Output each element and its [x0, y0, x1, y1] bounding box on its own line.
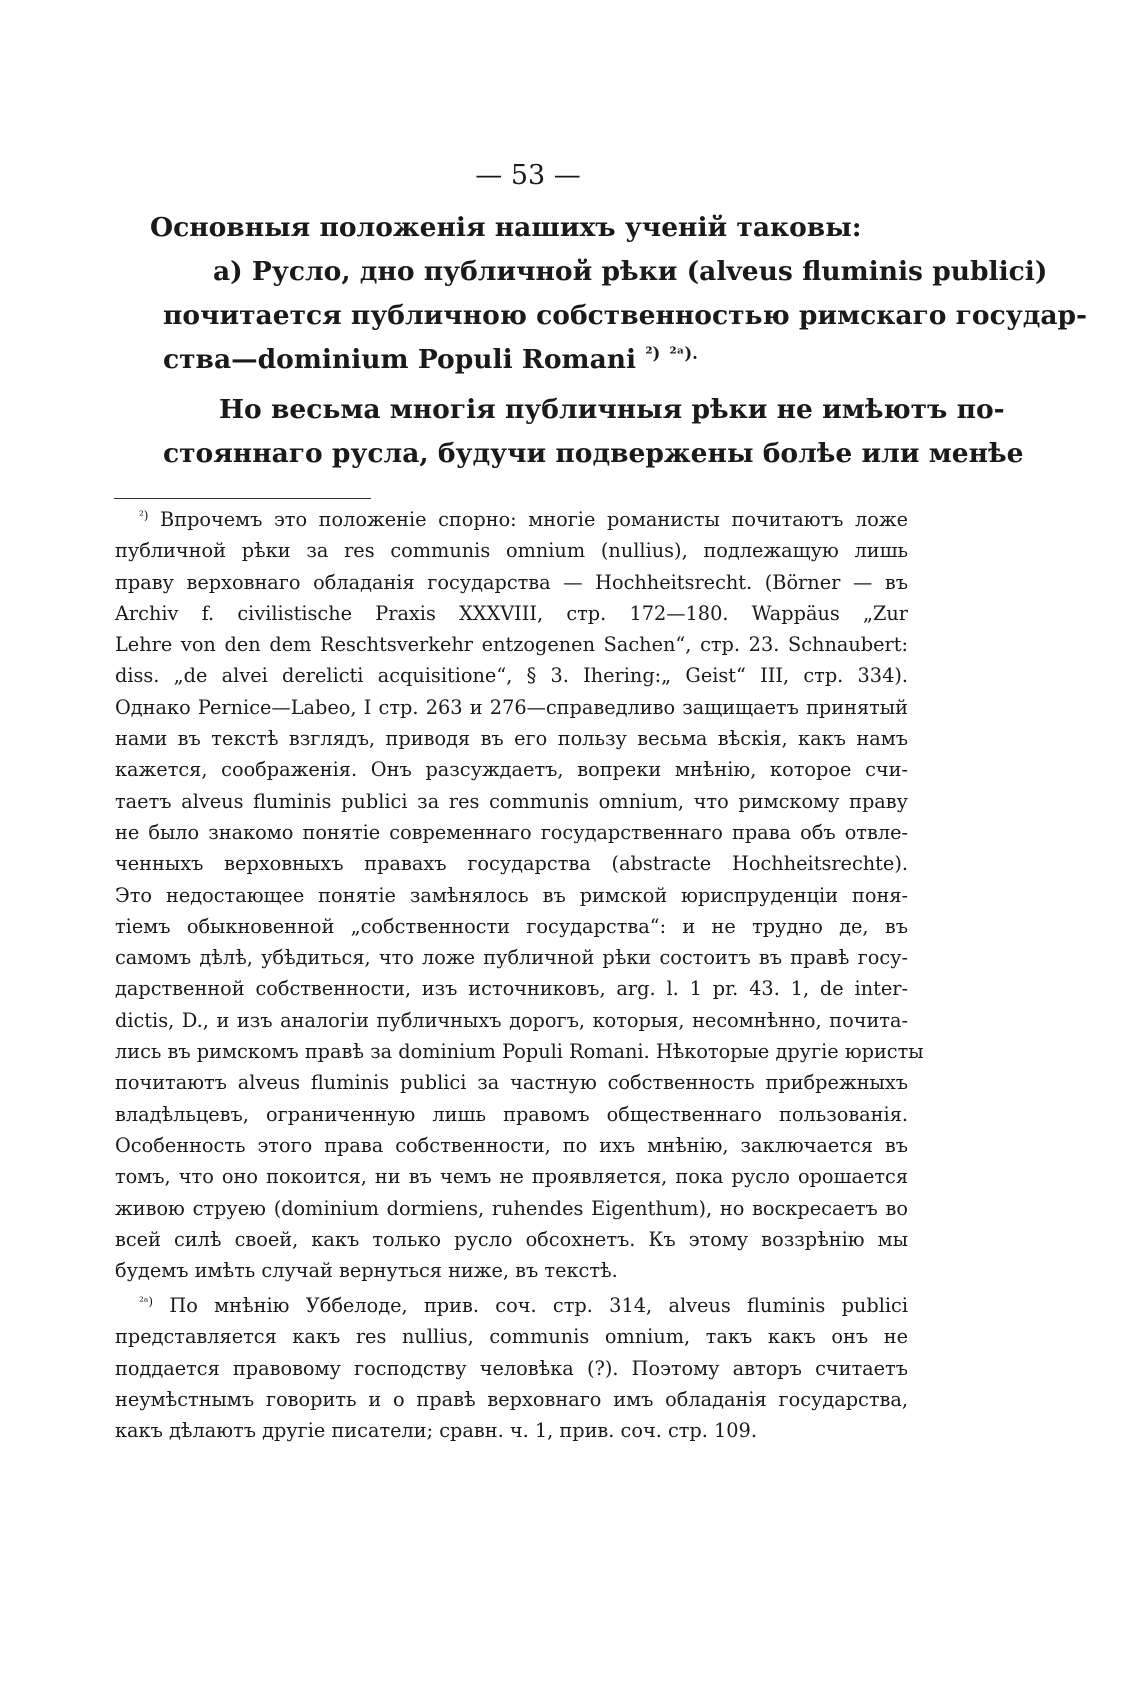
point-a-line-3	[163, 338, 908, 382]
footnote-ref-2: ²)	[645, 343, 661, 363]
footnote-2-line: dictis, D., и изъ аналогіи публичныхъ дорогъ, которыя, несомнѣнно, почита-	[115, 1008, 908, 1032]
footnote-2-line: публичной рѣки за res communis omnium (nullius), подлежащую лишь	[115, 539, 908, 563]
footnote-2-line: дарственной собственности, изъ источниковъ, arg. l. 1 pr. 43. 1, de inter-	[115, 977, 908, 1001]
footnote-2-line: живою струею (dominium dormiens, ruhendes Eigenthum), но воскресаетъ во	[115, 1196, 908, 1220]
footnote-2-line: Это недостающее понятіе замѣнялось въ римской юриспруденціи поня-	[115, 883, 908, 907]
point-a-line-1: а) Русло, дно публичной рѣки (alveus fluminis publici)	[213, 256, 1048, 287]
footnote-2-line: Однако Pernice—Labeo, I стр. 263 и 276—справедливо защищаетъ принятый	[115, 695, 908, 719]
footnote-2-line: почитаютъ alveus fluminis publici за частную собственность прибрежныхъ	[115, 1071, 908, 1095]
footnote-2-line: Особенность этого права собственности, по ихъ мнѣнію, заключается въ	[115, 1133, 908, 1157]
footnote-ref-2a: ²ᵃ).	[669, 343, 698, 363]
footnote-2-line: кажется, соображенія. Онъ разсуждаетъ, вопреки мнѣнію, которое счи-	[115, 758, 908, 782]
footnote-2a	[115, 1290, 908, 1446]
footnote-2	[115, 504, 924, 1286]
footnote-2-line: Archiv f. civilistische Praxis XXXVIII, стр. 172—180. Wappäus „Zur	[115, 601, 908, 625]
footnote-2-line: томъ, что оно покоится, ни въ чемъ не проявляется, пока русло орошается	[115, 1165, 908, 1189]
main-text	[150, 206, 1088, 476]
footnote-2-line: тіемъ обыкновенной „собственности государства“: и не трудно де, въ	[115, 914, 908, 938]
footnote-2-line: Lehre von den dem Reschtsverkehr entzogenen Sachen“, стр. 23. Schnaubert:	[115, 633, 908, 657]
para2-line-1: Но весьма многія публичныя рѣки не имѣютъ по-	[219, 394, 1005, 425]
footnote-2-line: владѣльцевъ, ограниченную лишь правомъ общественнаго пользованія.	[115, 1102, 908, 1126]
footnote-2-line: $^{^2)}$ Впрочемъ это положеніе спорно: многіе романисты почитаютъ ложе	[139, 508, 908, 531]
page-number: — 53 —	[475, 160, 581, 191]
footnote-2a-line: поддается правовому господству человѣка (?). Поэтому авторъ считаетъ	[115, 1356, 908, 1380]
footnote-2-line: самомъ дѣлѣ, убѣдиться, что ложе публичной рѣки состоитъ въ правѣ госу-	[115, 946, 908, 970]
footnote-2-line: ченныхъ верховныхъ правахъ государства (abstracte Hochheitsrechte).	[115, 852, 908, 876]
footnote-2a-line: $^{^2ᵃ)}$ По мнѣнію Уббелоде, прив. соч. стр. 314, alveus fluminis publici	[139, 1294, 908, 1317]
footnote-2-line: не было знакомо понятіе современнаго государственнаго права объ отвле-	[115, 820, 908, 844]
para2-line-2: стояннаго русла, будучи подвержены болѣе или менѣе	[163, 438, 1024, 469]
footnote-2-marker: ²)	[139, 508, 149, 523]
footnote-2-line: лись въ римскомъ правѣ за dominium Populi Romani. Нѣкоторые другіе юристы	[115, 1040, 924, 1064]
footnote-2-line: будемъ имѣть случай вернуться ниже, въ текстѣ.	[115, 1259, 618, 1283]
footnote-2a-line: неумѣстнымъ говорить и о правѣ верховнаго имъ обладанія государства,	[115, 1387, 908, 1411]
footnote-2a-line: какъ дѣлаютъ другіе писатели; сравн. ч. 1, прив. соч. стр. 109.	[115, 1419, 757, 1443]
footnote-2-line: таетъ alveus fluminis publici за res communis omnium, что римскому праву	[115, 789, 908, 813]
footnote-2a-marker: ²ᵃ)	[139, 1294, 154, 1309]
point-a	[213, 250, 1048, 294]
footnote-2a-line: представляется какъ res nullius, communis omnium, такъ какъ онъ не	[115, 1325, 908, 1349]
intro-line: Основныя положенія нашихъ ученій таковы:	[150, 212, 862, 243]
point-a-line-3-text: ства—dominium Populi Romani	[163, 344, 637, 375]
footnote-2-line: всей силѣ своей, какъ только русло обсохнетъ. Къ этому воззрѣнію мы	[115, 1227, 908, 1251]
footnote-2-line: праву верховнаго обладанія государства — Hochheitsrecht. (Börner — въ	[115, 570, 908, 594]
footnote-separator	[114, 498, 371, 499]
footnote-2-line: diss. „de alvei derelicti acquisitione“, § 3. Ihering:„ Geist“ III, стр. 334).	[115, 664, 908, 688]
footnote-2-line: нами въ текстѣ взглядъ, приводя въ его пользу весьма вѣскія, какъ намъ	[115, 727, 908, 751]
point-a-line-2: почитается публичною собственностью римскаго государ-	[163, 300, 1088, 331]
paragraph-2	[163, 388, 1024, 476]
